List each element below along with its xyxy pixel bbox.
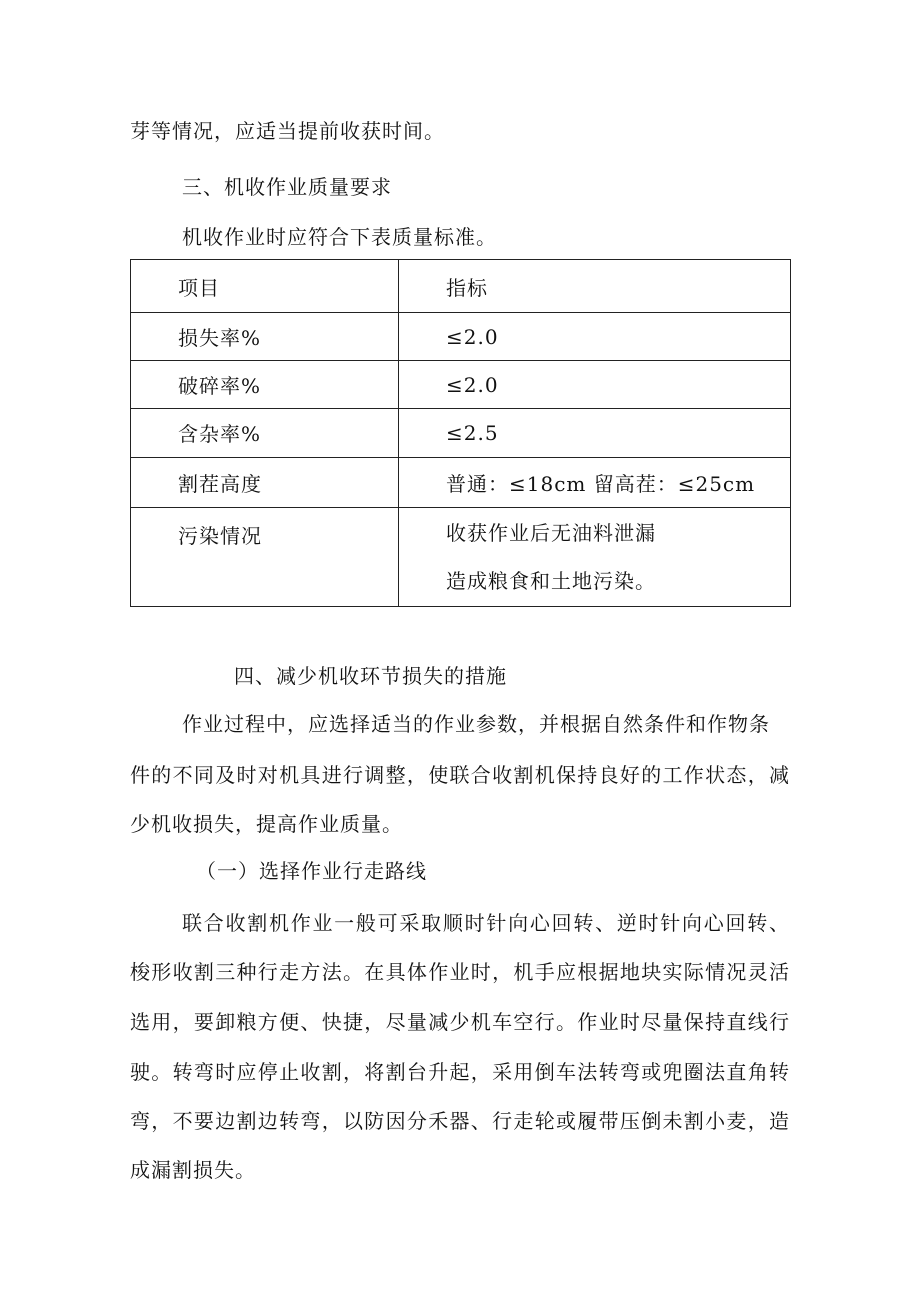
table-header-cell: 指标 xyxy=(399,260,791,313)
table-cell-value xyxy=(399,507,791,606)
paragraph-line: 少机收损失，提高作业质量。 xyxy=(130,812,403,836)
paragraph-line: 弯，不要边割边转弯，以防因分禾器、行走轮或履带压倒未割小麦，造 xyxy=(130,1109,790,1133)
paragraph-line: 选用，要卸粮方便、快捷，尽量减少机车空行。作业时尽量保持直线行 xyxy=(130,1010,790,1034)
section-heading: 四、减少机收环节损失的措施 xyxy=(234,664,507,688)
table-header-row xyxy=(131,260,791,313)
table-cell-item: 割茬高度 xyxy=(131,457,399,507)
paragraph-line: 联合收割机作业一般可采取顺时针向心回转、逆时针向心回转、 xyxy=(182,911,790,935)
intro-text: 机收作业时应符合下表质量标准。 xyxy=(182,225,497,249)
table-cell-item: 破碎率% xyxy=(131,361,399,409)
table-row xyxy=(131,361,791,409)
paragraph-line: 成漏割损失。 xyxy=(130,1158,256,1182)
table-cell-value: ≤2.0 xyxy=(399,361,791,409)
paragraph-line: 驶。转弯时应停止收割，将割台升起，采用倒车法转弯或兜圈法直角转 xyxy=(130,1060,790,1084)
table-row xyxy=(131,313,791,361)
table-cell-item: 损失率% xyxy=(131,313,399,361)
table-cell-item: 污染情况 xyxy=(131,507,399,606)
paragraph-line: 芽等情况，应适当提前收获时间。 xyxy=(130,119,445,143)
paragraph-line: 梭形收割三种行走方法。在具体作业时，机手应根据地块实际情况灵活 xyxy=(130,960,790,984)
table-row xyxy=(131,507,791,606)
subsection-heading: （一）选择作业行走路线 xyxy=(196,859,427,883)
table-cell-item: 含杂率% xyxy=(131,409,399,457)
table-row xyxy=(131,457,791,507)
table-cell-value: ≤2.5 xyxy=(399,409,791,457)
quality-table xyxy=(130,259,791,607)
table-cell-value: ≤2.0 xyxy=(399,313,791,361)
table-cell-value: 普通：≤18cm 留高茬：≤25cm xyxy=(399,457,791,507)
section-heading: 三、机收作业质量要求 xyxy=(182,175,392,199)
table-row xyxy=(131,409,791,457)
table-cell-value-line: 造成粮食和土地污染。 xyxy=(446,568,656,593)
table-cell-value-line: 收获作业后无油料泄漏 xyxy=(446,520,656,545)
table-header-cell: 项目 xyxy=(131,260,399,313)
paragraph-line: 件的不同及时对机具进行调整，使联合收割机保持良好的工作状态，减 xyxy=(130,763,790,787)
paragraph-line: 作业过程中，应选择适当的作业参数，并根据自然条件和作物条 xyxy=(182,712,770,736)
